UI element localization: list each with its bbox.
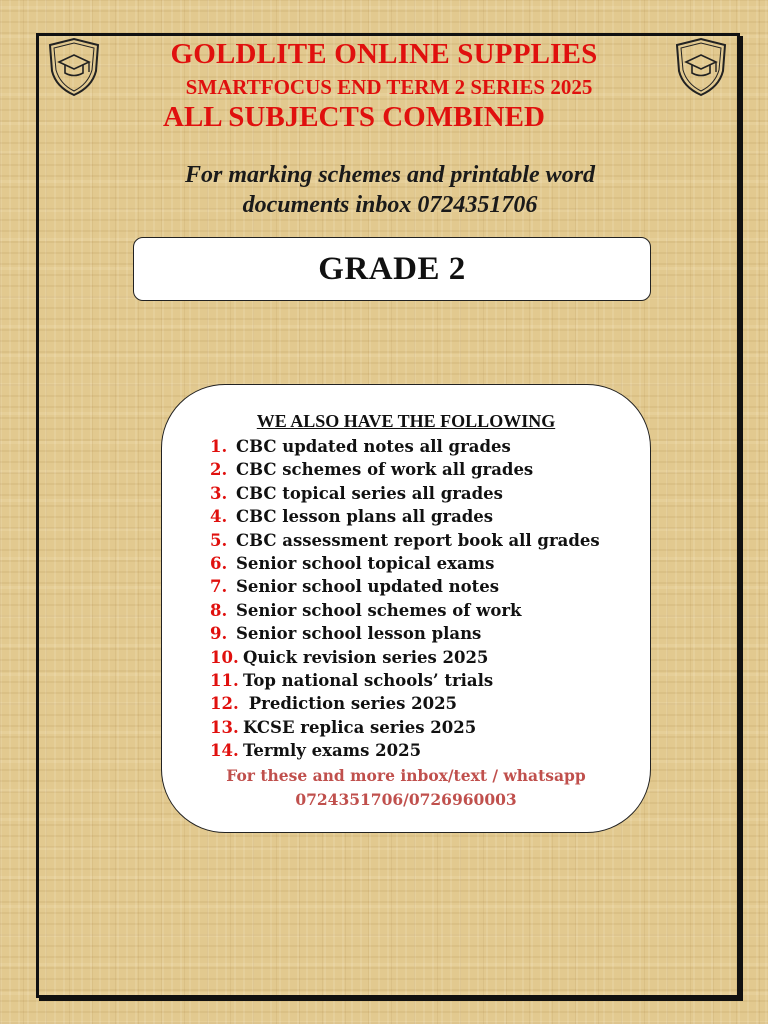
offer-item	[210, 575, 600, 598]
offer-item	[210, 646, 600, 669]
offer-text: Top national schools’ trials	[243, 670, 494, 690]
offer-number: 13.	[210, 717, 239, 737]
offer-text: CBC updated notes all grades	[236, 437, 511, 456]
offers-footer	[162, 764, 650, 811]
offer-text: Senior school lesson plans	[236, 624, 482, 644]
offer-number: 8.	[210, 600, 228, 620]
grade-label: GRADE 2	[318, 250, 466, 287]
offer-number: 1.	[210, 437, 228, 456]
offer-text: Termly exams 2025	[243, 741, 422, 761]
offer-number: 5.	[210, 530, 228, 550]
offer-text: CBC topical series all grades	[236, 483, 503, 503]
offer-item	[210, 669, 600, 692]
offer-text: KCSE replica series 2025	[243, 717, 477, 737]
offer-text: CBC lesson plans all grades	[236, 507, 494, 527]
offer-text: CBC assessment report book all grades	[236, 530, 600, 550]
grade-banner	[133, 237, 651, 301]
subjects-tagline: ALL SUBJECTS COMBINED	[163, 101, 545, 133]
offer-number: 14.	[210, 741, 239, 761]
offer-number: 4.	[210, 507, 228, 527]
offer-item	[210, 529, 600, 552]
offer-item	[210, 482, 600, 505]
offer-item	[210, 739, 600, 762]
offer-item	[210, 716, 600, 739]
footer-line-2: 0724351706/0726960003	[295, 789, 517, 809]
offer-item	[210, 458, 600, 481]
offer-number: 6.	[210, 553, 228, 573]
series-subtitle: SMARTFOCUS END TERM 2 SERIES 2025	[185, 75, 593, 99]
offer-item	[210, 599, 600, 622]
offer-number: 7.	[210, 577, 228, 597]
offer-number: 12.	[210, 694, 239, 714]
offer-number: 9.	[210, 624, 228, 644]
offers-heading: WE ALSO HAVE THE FOLLOWING	[256, 411, 556, 431]
offer-number: 10.	[210, 647, 239, 667]
offer-item	[210, 505, 600, 528]
offers-panel	[161, 384, 651, 833]
offer-text: Senior school updated notes	[236, 577, 500, 597]
offer-text: Senior school schemes of work	[236, 600, 522, 620]
offers-list	[210, 435, 600, 762]
offer-text: Senior school topical exams	[236, 553, 495, 573]
offer-item	[210, 692, 600, 715]
offer-text: Prediction series 2025	[243, 694, 458, 714]
offer-number: 3.	[210, 483, 228, 503]
offer-item	[210, 435, 600, 458]
offer-number: 2.	[210, 460, 228, 480]
footer-line-1: For these and more inbox/text / whatsapp	[226, 766, 586, 785]
offer-item	[210, 622, 600, 645]
offer-text: CBC schemes of work all grades	[236, 460, 534, 480]
contact-note: For marking schemes and printable word documents inbox 0724351706	[184, 162, 596, 218]
offer-number: 11.	[210, 670, 239, 690]
offer-item	[210, 552, 600, 575]
offer-text: Quick revision series 2025	[243, 647, 489, 667]
store-title: GOLDLITE ONLINE SUPPLIES	[170, 38, 598, 70]
